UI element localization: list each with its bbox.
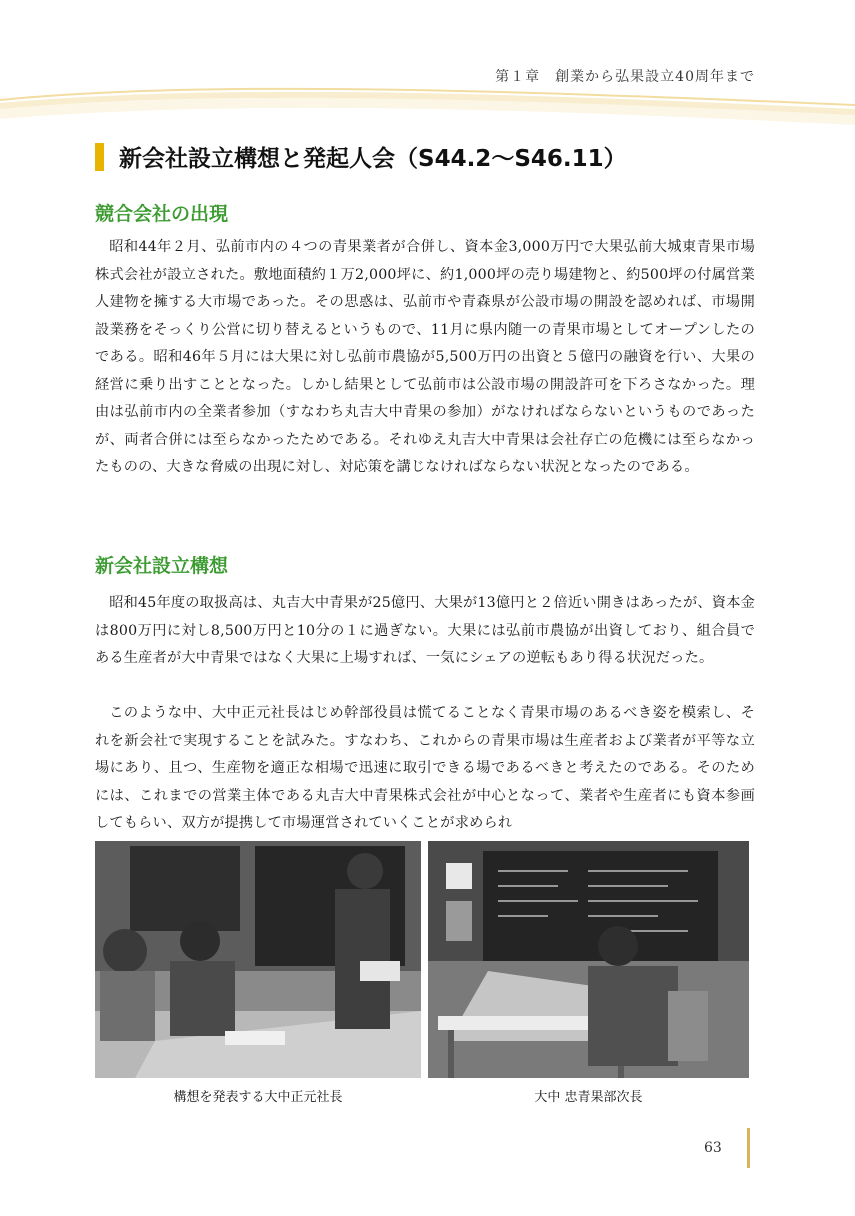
section-title	[95, 140, 627, 173]
subheading-competitor: 競合会社の出現	[95, 203, 229, 225]
photo-manager-at-desk	[428, 841, 749, 1078]
photo-manager-illustration	[428, 841, 749, 1078]
photo-president-illustration	[95, 841, 421, 1078]
paragraph-new-company-2: このような中、大中正元社長はじめ幹部役員は慌てることなく青果市場のあるべき姿を模索し、それを新会社で実現することを試みた。すなわち、これからの青果市場は生産者および業者が平等な立場にあり、且つ、生産物を適正な相場で迅速に取引できる場であるべきと考えたのである。そのためには、これまでの営業主体である丸吉大中青果株式会社が中心となって、業者や生産者にも資本参画してもらい、双方が提携して市場運営されていくことが求められ	[95, 705, 755, 831]
page-number-accent-bar	[747, 1128, 750, 1168]
title-accent-bar	[95, 143, 104, 171]
chapter-header: 第１章 創業から弘果設立40周年まで	[495, 69, 755, 85]
section-title-text: 新会社設立構想と発起人会（S44.2〜S46.11）	[119, 146, 627, 172]
header-swoosh-decoration	[0, 60, 855, 140]
page-number: 63	[704, 1140, 722, 1156]
caption-manager: 大中 忠青果部次長	[534, 1090, 643, 1105]
paragraph-new-company-1: 昭和45年度の取扱高は、丸吉大中青果が25億円、大果が13億円と２倍近い開きはあったが、資本金は800万円に対し8,500万円と10分の１に過ぎない。大果には弘前市農協が出資しており、組合員である生産者が大中青果ではなく大果に上場すれば、一気にシェアの逆転もあり得る状況だった。	[95, 595, 755, 666]
paragraph-competitor: 昭和44年２月、弘前市内の４つの青果業者が合併し、資本金3,000万円で大果弘前大城東青果市場株式会社が設立された。敷地面積約１万2,000坪に、約1,000坪の売り場建物と、約500坪の付属営業人建物を擁する大市場であった。その思惑は、弘前市や青森県が公設市場の開設を認めれば、市場開設業務をそっくり公営に切り替えるというもので、11月に県内随一の青果市場としてオープンしたのである。昭和46年５月には大果に対し弘前市農協が5,500万円の出資と５億円の融資を行い、大果の経営に乗り出すこととなった。しかし結果として弘前市は公設市場の開設許可を下ろさなかった。理由は弘前市内の全業者参加（すなわち丸吉大中青果の参加）がなければならないというものであったが、両者合併には至らなかったためである。それゆえ丸吉大中青果は会社存亡の危機には至らなかったものの、大きな脅威の出現に対し、対応策を講じなければならない状況となったのである。	[95, 239, 755, 475]
subheading-new-company: 新会社設立構想	[95, 555, 229, 577]
caption-president: 構想を発表する大中正元社長	[173, 1090, 343, 1105]
photo-president-presenting	[95, 841, 421, 1078]
